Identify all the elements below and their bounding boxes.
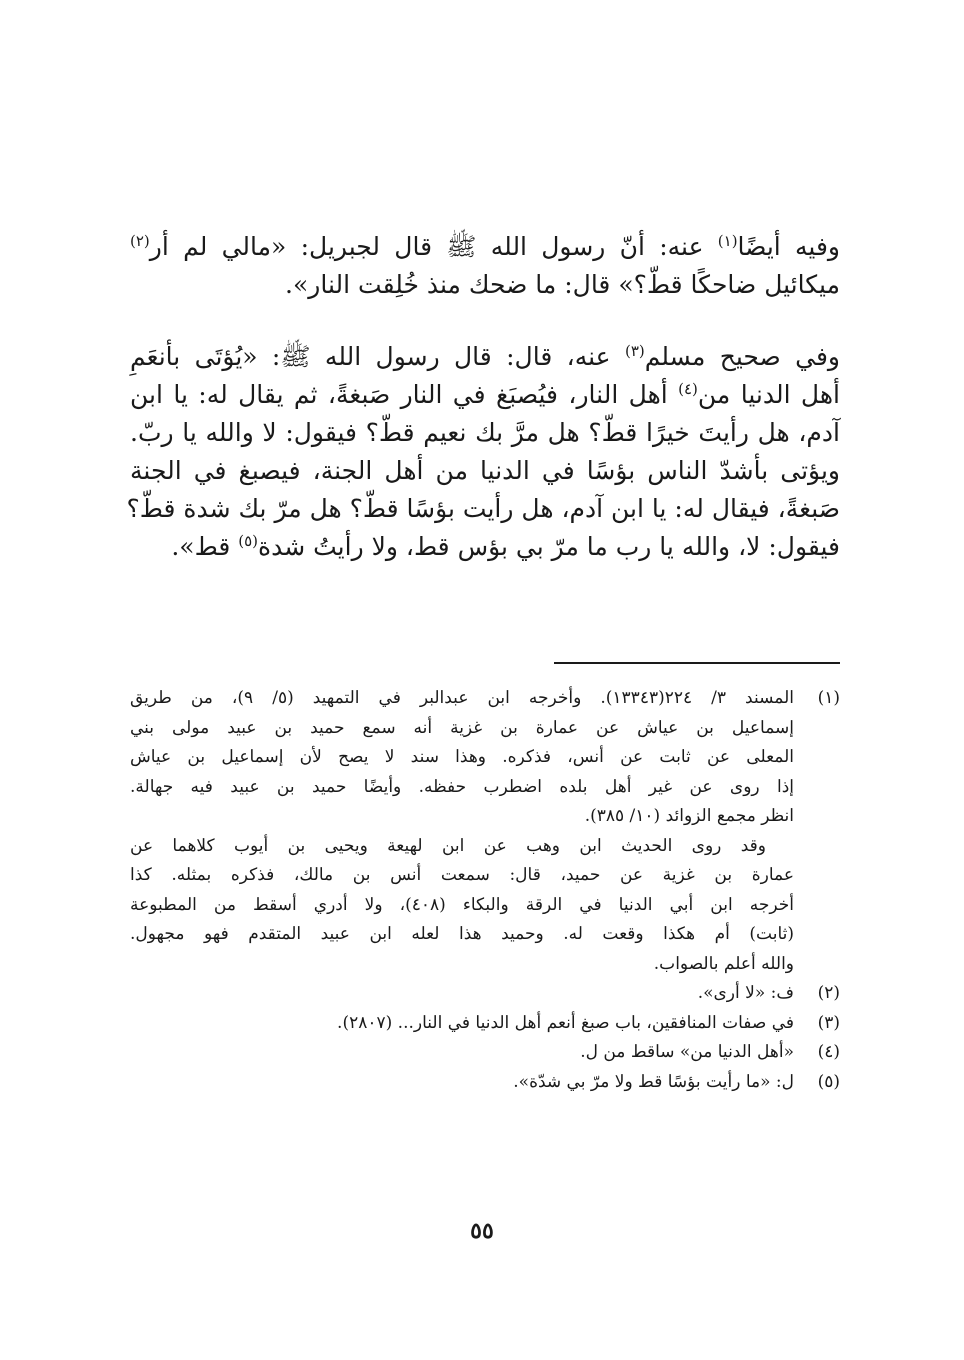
footnote-ref: (٣) (624, 342, 645, 360)
text-segment: أهل النار، فيُصبَغ في النار صَبغةً، ثم يقال له: يا ابن (130, 380, 679, 409)
footnote-body: ل: «ما رأيت بؤسًا قط ولا مرّ بي شدّة». (513, 1071, 794, 1092)
text-line: ويؤتى بأشدّ الناس بؤسًا في الدنيا من أهل الجنة، فيصبغ في الجنة (130, 456, 840, 485)
footnote-2 (130, 979, 840, 1009)
text-segment: عنه: أنّ رسول الله ﷺ قال لجبريل: «مالي لم أر (149, 232, 718, 261)
text-segment: أهل الدنيا من (697, 380, 840, 409)
footnote-line: أخرجه ابن أبي الدنيا في الرقة والبكاء (٤٠٨)، ولا أدري أسقط من المطبوعة (130, 894, 794, 915)
footnote-ref: (٢) (130, 232, 150, 250)
footnote-line: وقد روى الحديث ابن وهب عن ابن لهيعة ويحيى بن أيوب كلاهما عن (130, 835, 766, 856)
footnote-number: (٤) (817, 1042, 840, 1062)
text-segment: عنه، قال: قال رسول الله ﷺ: «يُؤتَى بأنعَمِ (130, 342, 625, 371)
footnote-4 (130, 1038, 840, 1068)
footnote-line: إسماعيل بن عياش عن عمارة بن غزية أنه سمع حميد بن عبيد مولى بني (130, 717, 794, 738)
page-number: ٥٥ (470, 1218, 494, 1244)
paragraph-1 (130, 228, 840, 304)
footnote-separator (554, 662, 840, 664)
text-line (130, 338, 840, 376)
footnote-line: انظر مجمع الزوائد (١٠/ ٣٨٥). (584, 806, 794, 826)
footnote-number: (٥) (817, 1071, 840, 1092)
text-line: صَبغةً، فيقال له: يا ابن آدم، هل رأيت بؤسًا قطّ؟ هل مرّ بك شدة قطّ؟ (126, 494, 840, 523)
footnote-body: في صفات المنافقين، باب صبغ أنعم أهل الدنيا في النار... (٢٨٠٧). (337, 1012, 794, 1033)
text-line: ميكائيل ضاحكًا قطّ؟» قال: ما ضحك منذ خُلِقت النار». (285, 270, 840, 299)
footnote-line: عمارة بن غزية عن حميد، قال: سمعت أنس بن مالك، فذكره بمثله. كذا (130, 865, 794, 885)
footnote-body: ف: «لا أرى». (697, 983, 794, 1003)
text-segment: فيقول: لا، والله يا رب ما مرّ بي بؤس قط، ولا رأيتُ شدة (258, 532, 840, 561)
footnote-body (130, 684, 794, 979)
footnote-line: إذا روى عن غير أهل بلده اضطرب حفظه. وأيضًا حميد بن عبيد فيه جهالة. (130, 776, 794, 797)
text-line (130, 228, 840, 266)
footnote-line: (ثابت) أم هكذا وقعت له. وحميد هذا لعله ابن عبيد المتقدم فهو مجهول. (130, 924, 794, 944)
footnote-line: والله أعلم بالصواب. (653, 953, 794, 974)
footnote-body: «أهل الدنيا من» ساقط من ل. (580, 1042, 794, 1062)
footnote-ref: (٤) (678, 380, 698, 398)
text-line: آدم، هل رأيتَ خيرًا قطّ؟ هل مرَّ بك نعيم قطّ؟ فيقول: لا والله يا ربّ. (130, 418, 840, 447)
footnote-number: (٢) (817, 983, 840, 1003)
text-segment: وفيه أيضًا (737, 232, 840, 261)
text-segment: قط». (171, 532, 239, 561)
main-text (126, 228, 840, 566)
footnote-number: (٣) (817, 1012, 840, 1033)
footnote-ref: (١) (717, 232, 738, 250)
footnote-number: (١) (817, 688, 840, 708)
footnote-line: المعلى عن ثابت عن أنس، فذكره. وهذا سند لا يصح لأن إسماعيل بن عياش (130, 747, 794, 767)
footnote-5 (130, 1068, 840, 1098)
footnote-ref: (٥) (238, 532, 259, 550)
text-line (130, 528, 840, 566)
footnote-1 (130, 684, 840, 979)
footnotes (130, 684, 840, 1097)
text-line (130, 376, 840, 414)
footnote-3 (130, 1009, 840, 1039)
paragraph-2 (126, 338, 840, 566)
text-segment: وفي صحيح مسلم (644, 342, 840, 371)
footnote-line: المسند ٣/ ٢٢٤(١٣٣٤٣). وأخرجه ابن عبدالبر في التمهيد (٥/ ٩)، من طريق (130, 688, 795, 708)
